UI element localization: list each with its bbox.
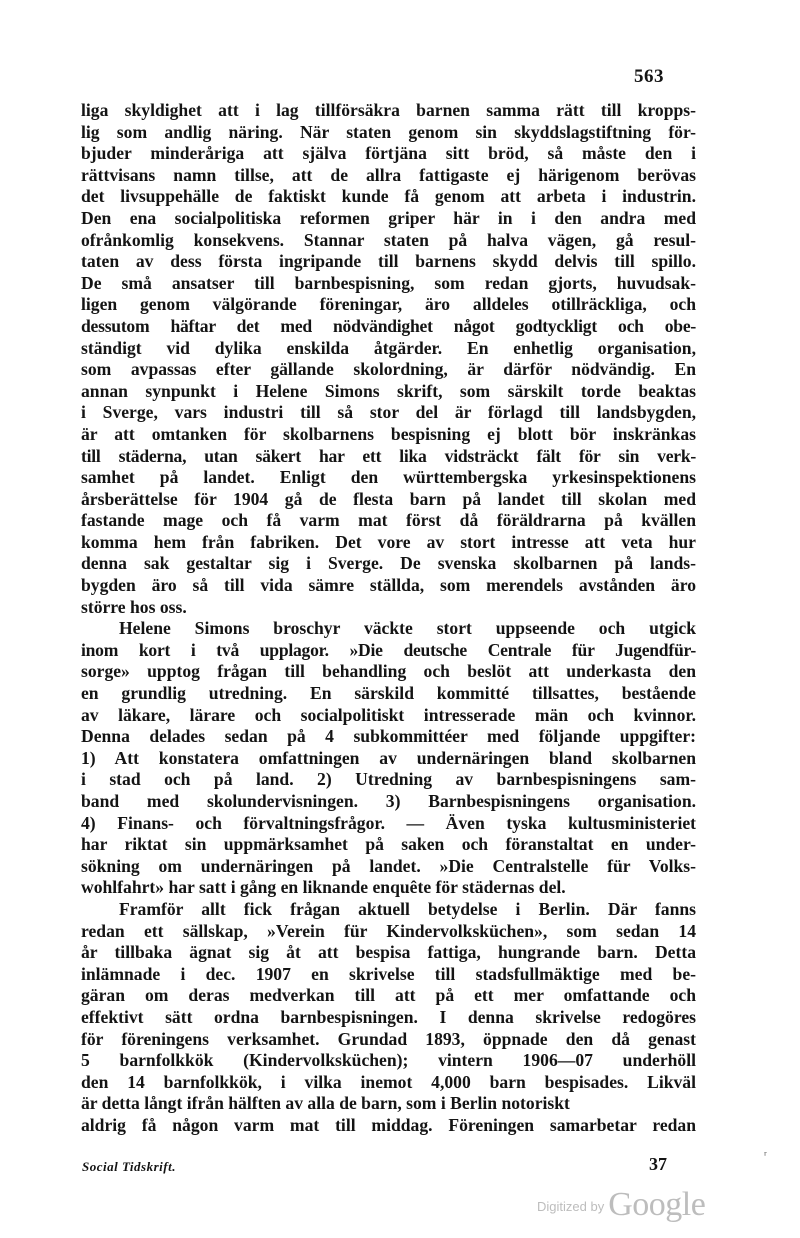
text-line: Denna delades sedan på 4 subkommittéer med följande uppgifter:	[81, 726, 696, 747]
text-line: redan ett sällskap, »Verein für Kindervolksküchen», som sedan 14	[81, 920, 696, 941]
text-line: samhet på landet. Enligt den württembergska yrkesinspektionens	[81, 467, 696, 488]
text-line: inom kort i två upplagor. »Die deutsche Centrale für Jugendfür-	[81, 639, 696, 660]
page-number: 563	[634, 66, 664, 87]
text-line: lig som andlig näring. När staten genom sin skyddslagstiftning för-	[81, 121, 696, 142]
text-line: fastande mage och få varm mat först då föräldrarna på kvällen	[81, 510, 696, 531]
watermark-prefix: Digitized by	[537, 1199, 605, 1214]
text-line: i stad och på land. 2) Utredning av barnbespisningens sam-	[81, 769, 696, 790]
text-line: liga skyldighet att i lag tillförsäkra barnen samma rätt till kropps-	[81, 100, 696, 120]
text-line: sökning om undernäringen på landet. »Die Centralstelle für Volks-	[81, 855, 696, 876]
google-logo: Google	[608, 1186, 706, 1223]
text-line: av läkare, lärare och socialpolitiskt intresserade män och kvinnor.	[81, 704, 696, 725]
text-line: 1) Att konstatera omfattningen av undernäringen bland skolbarnen	[81, 747, 696, 768]
text-line: komma hem från fabriken. Det vore av stort intresse att veta hur	[81, 531, 696, 552]
text-line: en grundlig utredning. En särskild kommitté tillsattes, bestående	[81, 683, 696, 704]
text-line: är detta långt ifrån hälften av alla de barn, som i Berlin notoriskt	[81, 1093, 570, 1114]
text-line: den 14 barnfolkkök, i vilka inemot 4,000 barn bespisades. Likväl	[81, 1071, 696, 1092]
text-line: Helene Simons broschyr väckte stort uppseende och utgick	[119, 618, 696, 639]
signature-number: 37	[649, 1154, 667, 1174]
text-line: till städerna, utan säkert har ett lika vidsträckt fält för sin verk-	[81, 445, 696, 466]
text-line: aldrig få någon varm mat till middag. Föreningen samarbetar redan	[81, 1114, 696, 1135]
text-line: år tillbaka ägnat sig åt att bespisa fattiga, hungrande barn. Detta	[81, 942, 696, 963]
text-line: denna sak gestaltar sig i Sverge. De svenska skolbarnen på lands-	[81, 553, 696, 574]
text-line: 4) Finans- och förvaltningsfrågor. — Även tyska kultusministeriet	[81, 812, 696, 833]
text-line: Den ena socialpolitiska reformen griper här in i den andra med	[81, 207, 696, 228]
text-line: Framför allt fick frågan aktuell betydelse i Berlin. Där fanns	[119, 898, 696, 919]
text-line: rättvisans namn tillse, att de allra fattigaste ej härigenom berövas	[81, 164, 696, 185]
digitized-by-watermark	[537, 1182, 706, 1223]
text-line: ständigt vid dylika enskilda åtgärder. En enhetlig organisation,	[81, 337, 696, 358]
text-line: som avpassas efter gällande skolordning, är därför nödvändig. En	[81, 359, 696, 380]
text-line: taten av dess första ingripande till barnens skydd delvis till spillo.	[81, 251, 696, 272]
text-line: sorge» upptog frågan till behandling och beslöt att underkasta den	[81, 661, 696, 682]
text-line: större hos oss.	[81, 596, 187, 617]
text-line: band med skolundervisningen. 3) Barnbespisningens organisation.	[81, 791, 696, 811]
text-line: i Sverge, vars industri till så stor del är förlagd till landsbygden,	[81, 402, 696, 423]
text-line: inlämnade i dec. 1907 en skrivelse till stadsfullmäktige med be-	[81, 963, 696, 984]
text-line: annan synpunkt i Helene Simons skrift, som särskilt torde beaktas	[81, 380, 696, 401]
journal-title: Social Tidskrift.	[82, 1159, 176, 1174]
margin-mark: ʳ	[764, 1148, 767, 1162]
text-line: effektivt sätt ordna barnbespisningen. I denna skrivelse redogöres	[81, 1006, 696, 1027]
text-line: De små ansatser till barnbespisning, som redan gjorts, huvudsak-	[81, 272, 696, 293]
text-line: bjuder minderåriga att själva förtjäna sitt bröd, så måste den i	[81, 143, 696, 164]
text-line: 5 barnfolkkök (Kindervolksküchen); vintern 1906—07 underhöll	[81, 1050, 696, 1071]
text-line: ligen genom välgörande föreningar, äro alldeles otillräckliga, och	[81, 294, 696, 315]
text-line: årsberättelse för 1904 gå de flesta barn på landet till skolan med	[81, 488, 696, 509]
text-line: bygden äro så till vida sämre ställda, som merendels avstånden äro	[81, 575, 696, 596]
text-line: dessutom häftar det med nödvändighet något godtyckligt och obe-	[81, 315, 696, 336]
text-line: wohlfahrt» har satt i gång en liknande enquête för städernas del.	[81, 877, 566, 898]
body-text	[81, 100, 696, 1137]
text-line: gäran om deras medverkan till att på ett mer omfattande och	[81, 985, 696, 1006]
text-line: ofrånkomlig konsekvens. Stannar staten på halva vägen, gå resul-	[81, 229, 696, 250]
text-line: är att omtanken för skolbarnens bespisning ej blott bör inskränkas	[81, 423, 696, 444]
text-line: det livsuppehälle de faktiskt kunde få genom att arbeta i industrin.	[81, 186, 696, 207]
text-line: för föreningens verksamhet. Grundad 1893, öppnade den då genast	[81, 1028, 696, 1049]
text-line: har riktat sin uppmärksamhet på saken och föranstaltat en under-	[81, 834, 696, 855]
